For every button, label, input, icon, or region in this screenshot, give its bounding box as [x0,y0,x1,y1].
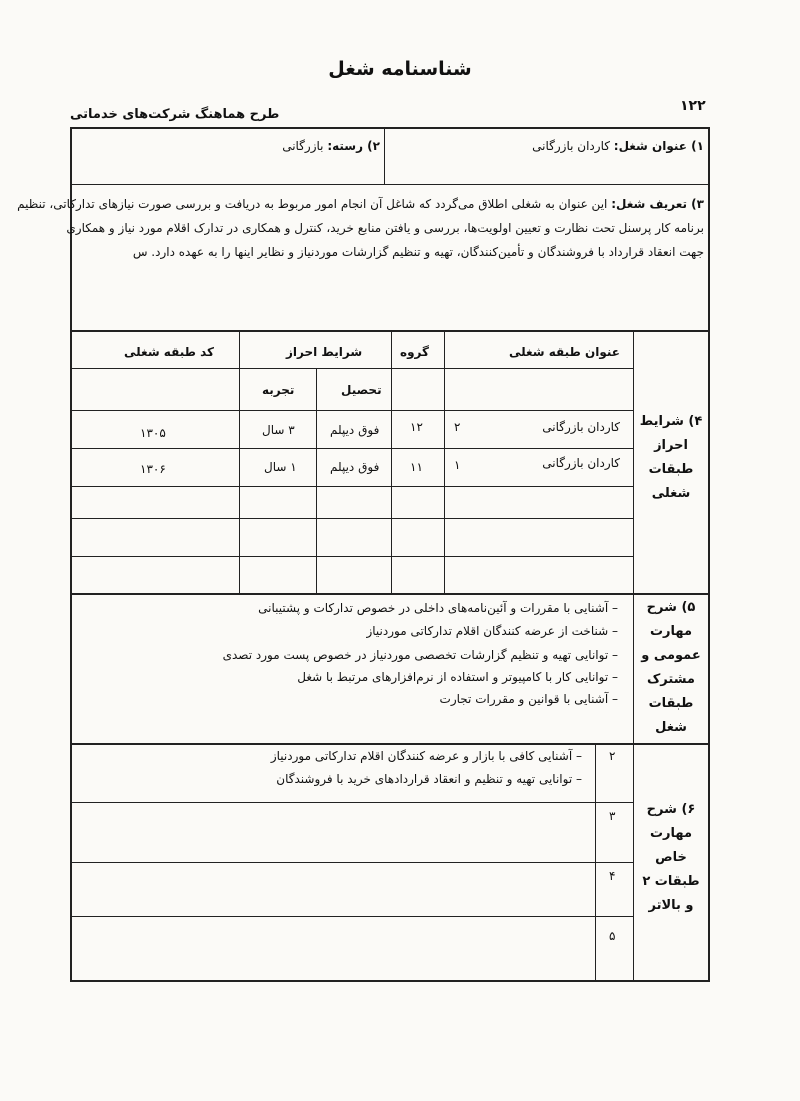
section5-item-5: – آشنایی با قوانین و مقررات تجارت [439,692,618,706]
row2-code: ۱۳۰۶ [140,462,166,476]
section6-level-4: ۴ [609,869,616,883]
section5-item-4: – توانایی کار با کامپیوتر و استفاده از نرم‌افزارهای مرتبط با شغل [297,670,618,684]
row2-title: کاردان بازرگانی [542,456,620,470]
job-title-value: کاردان بازرگانی [532,139,610,153]
definition-line-1 [17,194,704,214]
header-class-code: کد طبقه شغلی [124,345,214,359]
definition-line-2: برنامه کار پرسنل تحت نظارت و تعیین اولویت‌ها، بررسی و یافتن منابع خرید، کنترل و همکاری در تدارک اقلام مورد نیاز و همکاری [66,221,704,235]
row2-education: فوق دیپلم [330,460,380,474]
row2-level: ۱ [454,458,461,472]
header-requirements: شرایط احراز [286,345,363,359]
plan-title: طرح هماهنگ شرکت‌های خدماتی [70,107,280,122]
category-value: بازرگانی [282,139,324,153]
definition-text: این عنوان به شغلی اطلاق می‌گردد که شاغل آن انجام امور مربوط به دریافت و بررسی صورت نیازهای تدارکاتی، تنظیم [17,197,608,211]
job-title-field [532,136,704,156]
row1-code: ۱۳۰۵ [140,426,166,440]
page-number: ۱۲۲ [680,98,706,114]
header-group: گروه [400,345,429,359]
section6-item-1: – آشنایی کافی با بازار و عرضه کنندگان اقلام تدارکاتی موردنیاز [270,749,582,763]
header-education: تحصیل [341,383,382,397]
page-title: شناسنامه شغل [328,58,472,80]
row1-level: ۲ [454,420,461,434]
category-label: ۲) رسته: [327,139,380,153]
section6-level-3: ۳ [609,809,616,823]
section5-item-3: – توانایی تهیه و تنظیم گزارشات تخصصی موردنیاز در خصوص پست مورد تصدی [222,648,618,662]
section6-item-2: – توانایی تهیه و تنظیم و انعقاد قراردادهای خرید با فروشندگان [276,772,582,786]
row1-experience: ۳ سال [262,423,295,437]
definition-label: ۳) تعریف شغل: [611,197,704,211]
header-experience: تجربه [262,383,295,397]
section4-label: ۴) شرایط احراز طبقات شغلی [639,414,703,501]
row2-experience: ۱ سال [264,460,297,474]
definition-line-3: جهت انعقاد قرارداد با فروشندگان و تأمین‌کنندگان، تهیه و تنظیم گزارشات موردنیاز و نظایر اینها را به عهده دارد. س [132,245,704,259]
row1-group: ۱۲ [410,420,423,434]
section6-level-5: ۵ [609,929,616,943]
header-class-title: عنوان طبقه شغلی [508,345,620,359]
row1-education: فوق دیپلم [330,423,380,437]
row2-group: ۱۱ [410,460,423,474]
section5-item-1: – آشنایی با مقررات و آئین‌نامه‌های داخلی در خصوص تدارکات و پشتیبانی [258,601,618,615]
job-title-label: ۱) عنوان شغل: [613,139,704,153]
section6-label: ۶) شرح مهارت خاص طبقات ۲ و بالاتر [642,802,700,913]
section5-label: ۵) شرح مهارت عمومی و مشترک طبقات شغل [641,600,701,735]
section6-level-2: ۲ [609,749,616,763]
row1-title: کاردان بازرگانی [542,420,620,434]
category-field [282,136,380,156]
section5-item-2: – شناخت از عرضه کنندگان اقلام تدارکاتی موردنیاز [366,624,618,638]
